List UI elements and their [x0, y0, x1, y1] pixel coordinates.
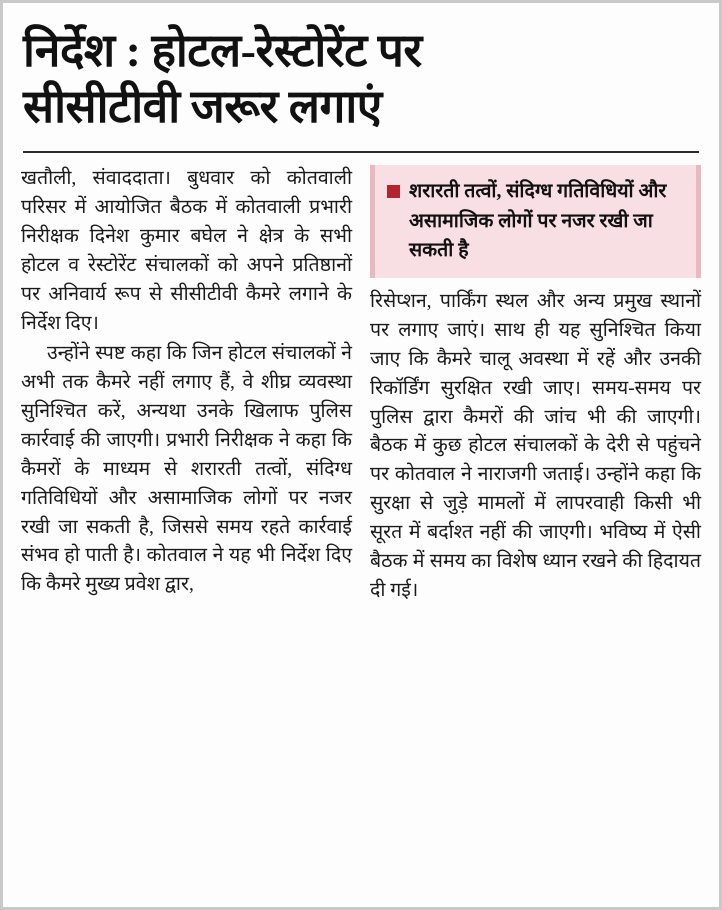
headline-line-1: निर्देश : होटल-रेस्टोरेंट पर — [23, 25, 422, 76]
headline-divider — [23, 151, 699, 153]
paragraph: खतौली, संवाददाता। बुधवार को कोतवाली परिसर में आयोजित बैठक में कोतवाली प्रभारी निरीक्षक दिनेश कुमार बघेल ने क्षेत्र के सभी होटल व रेस्टोरेंट संचालकों को अपने प्रतिष्ठानों पर अनिवार्य रूप से सीसीटीवी कैमरे लगाने के निर्देश दिए। — [21, 168, 352, 334]
pull-quote-box — [370, 165, 701, 278]
page-title — [21, 23, 701, 135]
pull-quote-text: शरारती तत्वों, संदिग्ध गतिविधियों और असामाजिक लोगों पर नजर रखी जा सकती है — [409, 181, 667, 262]
headline-line-2: सीसीटीवी जरूर लगाएं — [23, 81, 382, 133]
left-column — [21, 165, 352, 602]
article-columns — [21, 165, 701, 607]
paragraph: उन्होंने स्पष्ट कहा कि जिन होटल संचालकों ने अभी तक कैमरे नहीं लगाए हैं, वे शीघ्र व्यवस्था सुनिश्चित करें, अन्यथा उनके खिलाफ पुलिस कार्रवाई की जाएगी। प्रभारी निरीक्षक ने कहा कि कैमरों के माध्यम से शरारती तत्वों, संदिग्ध गतिविधियों और असामाजिक लोगों पर नजर रखी जा सकती है, जिससे समय रहते कार्रवाई संभव हो पाती है। कोतवाल ने यह भी निर्देश दिए कि कैमरे मुख्य प्रवेश द्वार, — [21, 343, 352, 596]
square-bullet-icon — [387, 185, 400, 198]
right-column — [370, 165, 701, 607]
paragraph: रिसेप्शन, पार्किंग स्थल और अन्य प्रमुख स्थानों पर लगाए जाएं। साथ ही यह सुनिश्चित किया जाए कि कैमरे चालू अवस्था में रहें और उनकी रिकॉर्डिंग सुरक्षित रखी जाए। समय-समय पर पुलिस द्वारा कैमरों की जांच भी की जाएगी। बैठक में कुछ होटल संचालकों के देरी से पहुंचने पर कोतवाल ने नाराजगी जताई। उन्होंने कहा कि सुरक्षा से जुड़े मामलों में लापरवाही किसी भी सूरत में बर्दाश्त नहीं की जाएगी। भविष्य में ऐसी बैठक में समय का विशेष ध्यान रखने की हिदायत दी गई। — [370, 291, 701, 601]
